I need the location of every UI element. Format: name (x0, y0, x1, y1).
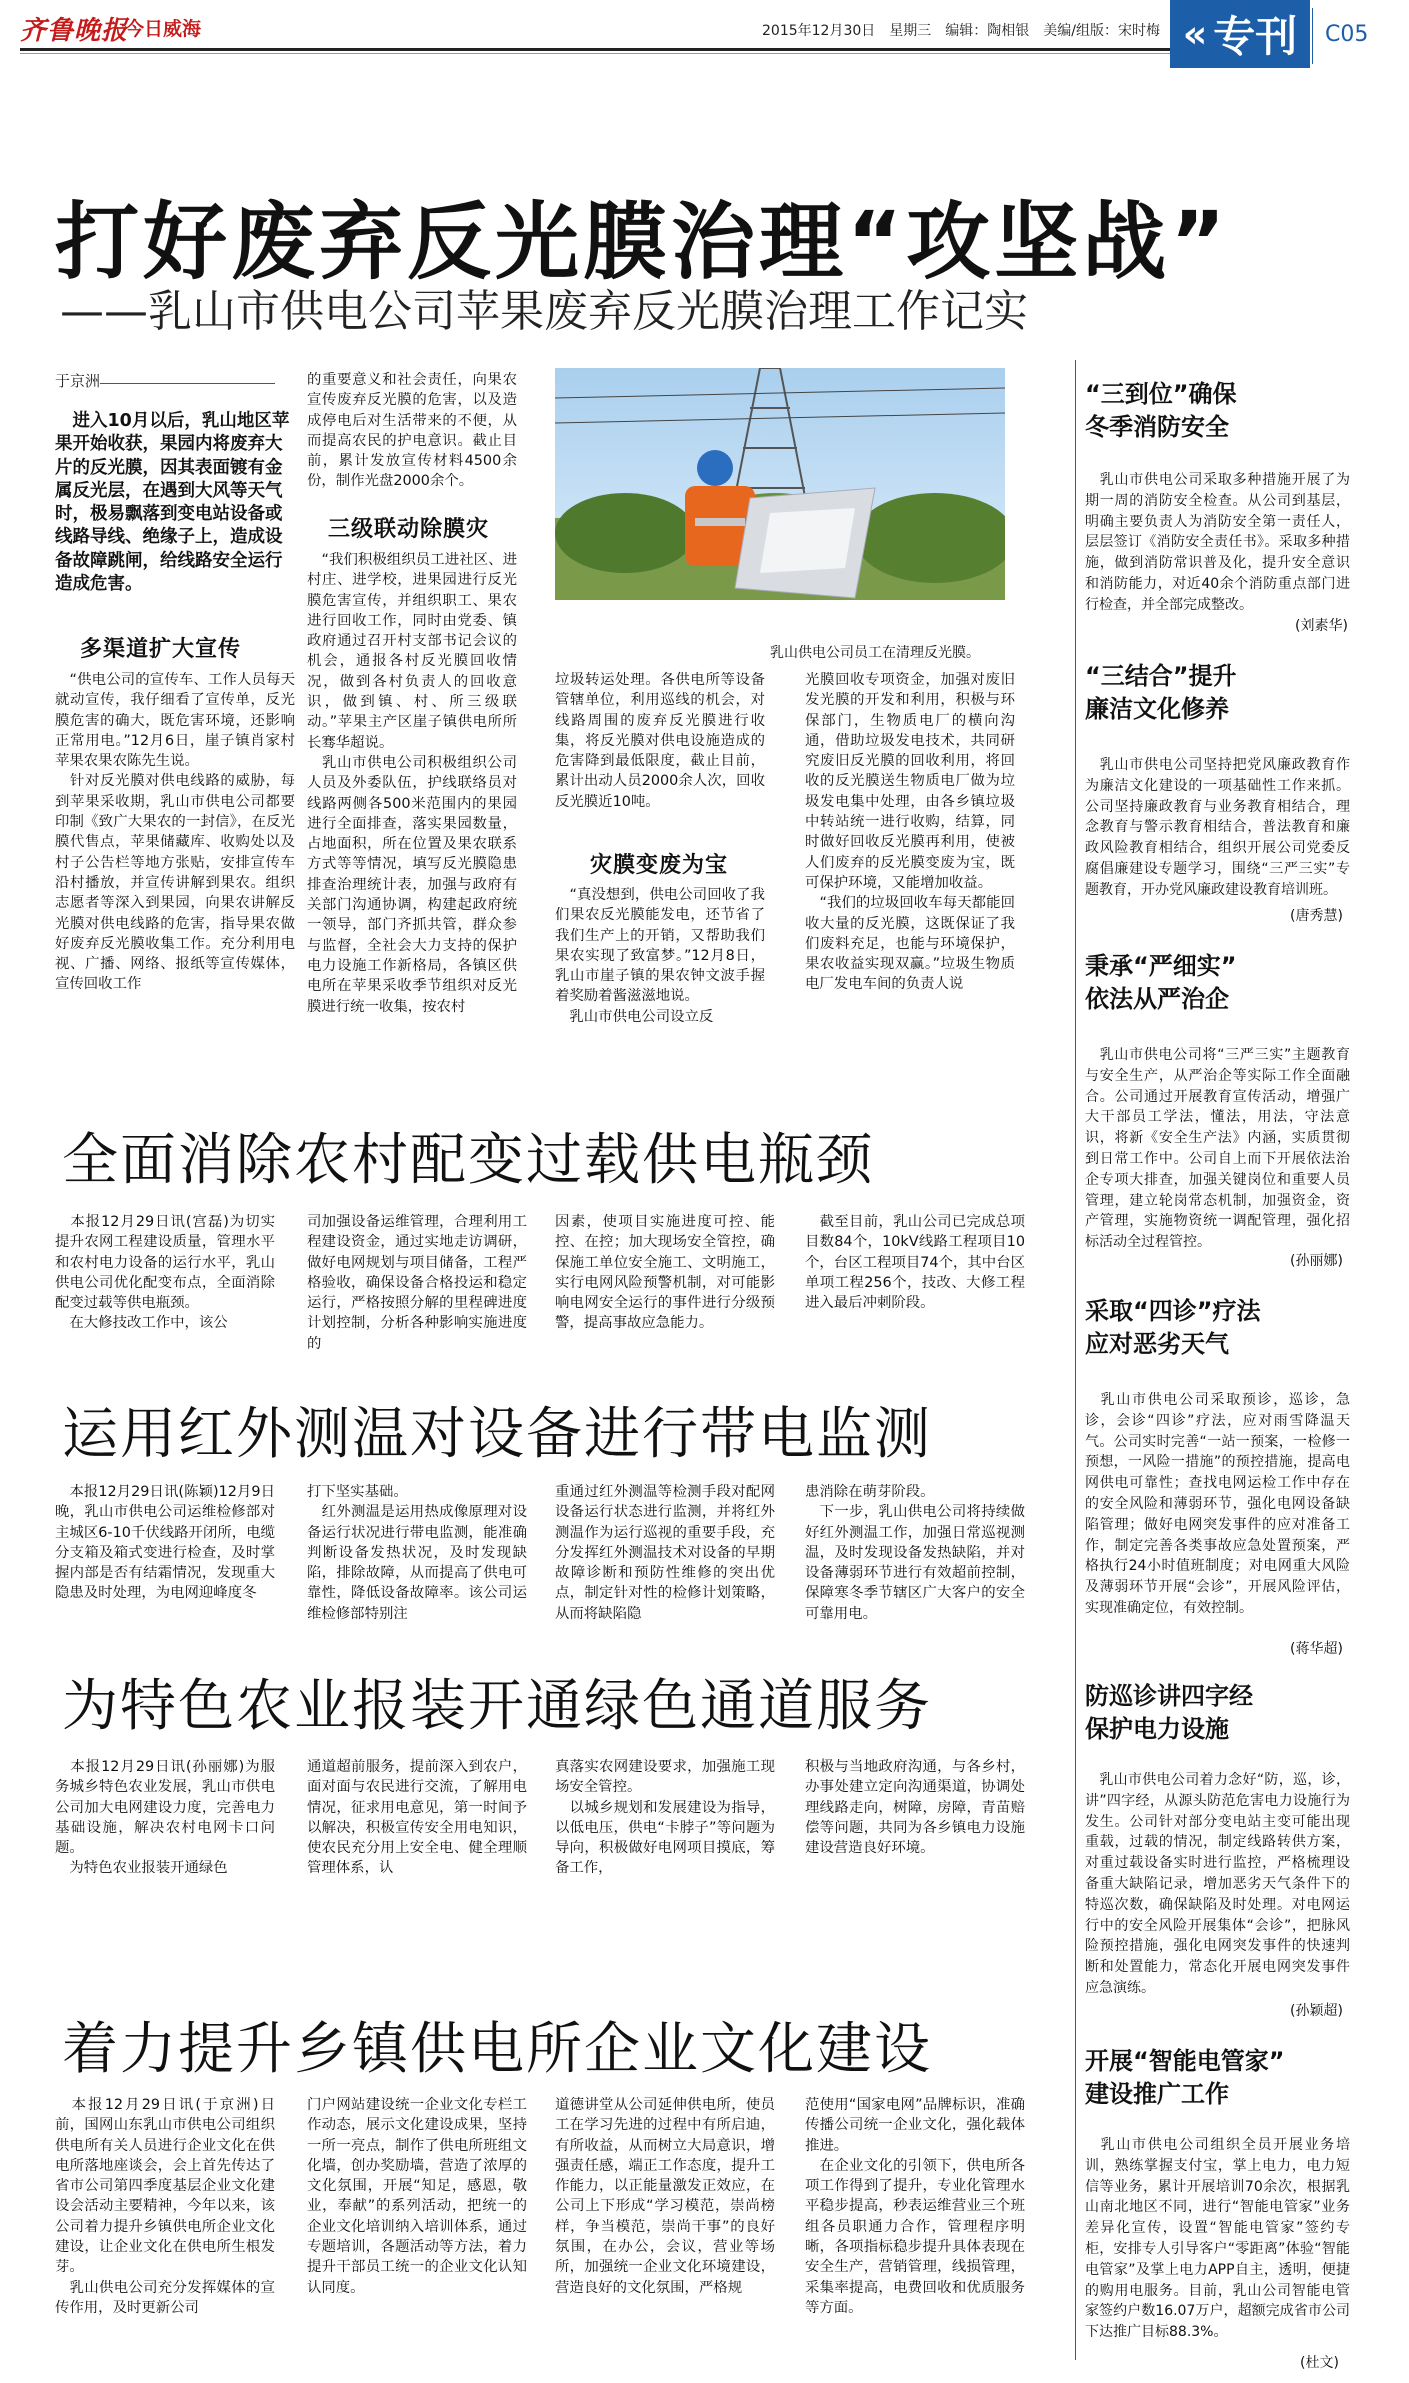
news-3-title: 为特色农业报装开通绿色通道服务 (62, 1674, 932, 1739)
sidebar-4-body: 乳山市供电公司采取预诊，巡诊，急诊，会诊“四诊”疗法，应对雨雪降温天气。公司实时完善“一站一预案，一检修一预想，一风险一措施”的预控措施，提高电网供电可靠性；查找电网运检工作中存在的安全风险和薄弱环节，强化电网设备缺陷管理；做好电网突发事件的应对准备工作，制定完善各类事故应急处置预案，严格执行24小时值班制度；对电网重大风险及薄弱环节开展“会诊”，开展风险评估，实现准确定位，有效控制。 (1085, 1392, 1350, 1616)
sidebar-6-body: 乳山市供电公司组织全员开展业务培训，熟练掌握支付宝，掌上电力，电力短信等业务，累计开展培训70余次，根据乳山南北地区不同，进行“智能电管家”业务差异化宣传，设置“智能电管家”签约专柜，安排专人引导客户“零距离”体验“智能电管家”及掌上电力APP自主，透明，便捷的购用电服务。目前，乳山公司智能电管家签约户数16.07万户，超额完成省市公司下达推广目标88.3%。 (1085, 2137, 1350, 2341)
sidebar-6-title: 开展“智能电管家” 建设推广工作 (1085, 2047, 1285, 2108)
news-3-col-3: 真落实农网建设要求，加强施工现场安全管控。 以城乡规划和发展建设为指导，以低电压，供电“卡脖子”等问题为导向，积极做好电网项目摸底，筹备工作， (555, 1759, 775, 1877)
feature-col-3a: 垃圾转运处理。各供电所等设备管辖单位，利用巡线的机会，对线路周围的废弃反光膜进行收集，将反光膜对供电设施造成的危害降到最低限度，截止目前，累计出动人员2000余人次，回收反光膜近10吨。 (555, 672, 765, 810)
sidebar-5-title: 防巡诊讲四字经 保护电力设施 (1085, 1682, 1253, 1743)
sidebar-1-author: (刘素华) (1295, 618, 1348, 634)
chevron-left-icon: « (1182, 12, 1208, 56)
feature-col-1: “供电公司的宣传车、工作人员每天就动宣传，我仔细看了宣传单，反光膜危害的确大，既危害环境，还影响正常用电。”12月6日，崖子镇肖家村苹果农果农陈先生说。 针对反光膜对供电线路的威胁，每到苹果采收期，乳山市供电公司都要印制《致广大果农的一封信》，在反光膜代售点，苹果储藏库、收购处以及村子公告栏等地方张贴，安排宣传车沿村播放，并宣传讲解到果农。组织志愿者等深入到果园，向果农讲解反光膜对供电线路的危害，指导果农做好废弃反光膜收集工作。充分利用电视、广播、网络、报纸等宣传媒体，宣传回收工作 (55, 672, 295, 993)
news-3-col-1: 本报12月29日讯(孙丽娜)为服务城乡特色农业发展，乳山市供电公司加大电网建设力度，完善电力基础设施，解决农村电网卡口问题。 为特色农业报装开通绿色 (55, 1759, 275, 1877)
sidebar-6-author: (杜文) (1300, 2355, 1339, 2371)
news-1-title: 全面消除农村配变过载供电瓶颈 (62, 1128, 874, 1193)
news-1-col-4: 截至目前，乳山公司已完成总项目数84个，10kV线路工程项目10个，台区工程项目74个，其中台区单项工程256个，技改、大修工程进入最后冲刺阶段。 (805, 1214, 1025, 1312)
sidebar-5-body: 乳山市供电公司着力念好“防，巡，诊，讲”四字经，从源头防范危害电力设施行为发生。公司针对部分变电站主变可能出现重载，过载的情况，制定线路转供方案，对重过载设备实时进行监控，严格梳理设备重大缺陷记录，增加恶劣天气条件下的特巡次数，确保缺陷及时处理。对电网运行中的安全风险开展集体“会诊”，把脉风险预控措施，强化电网突发事件的快速判断和处置能力，常态化开展电网突发事件应急演练。 (1085, 1772, 1350, 1996)
news-4-col-4: 范使用“国家电网”品牌标识，准确传播公司统一企业文化，强化载体推进。 在企业文化的引领下，供电所各项工作得到了提升，专业化管理水平稳步提高，秒表运维营业三个班组各员职通力合作，管理程序明晰，各项指标稳步提升具体表现在安全生产，营销管理，线损管理，采集率提高，电费回收和优质服务等方面。 (805, 2097, 1025, 2316)
feature-col-2b: “我们积极组织员工进社区、进村庄、进学校，进果园进行反光膜危害宣传，并组织职工、果农进行回收工作，同时由党委、镇政府通过召开村支部书记会议的机会，通报各村反光膜回收情况，做到各村负责人的回收意识，做到镇、村、所三级联动。”苹果主产区崖子镇供电所所长骞华超说。 乳山市供电公司积极组织公司人员及外委队伍，护线联络员对线路两侧各500米范围内的果园进行全面排查，落实果园数量，占地面积，所在位置及果农联系方式等等情况，填写反光膜隐患排查治理统计表，加强与政府有关部门沟通协调，构建起政府统一领导，部门齐抓共管，群众参与监督，全社会大力支持的保护电力设施工作新格局，各镇区供电所在苹果采收季节组织对反光膜进行统一收集，按农村 (307, 552, 517, 1015)
feature-col-4: 光膜回收专项资金，加强对废旧发光膜的开发和利用，积极与环保部门，生物质电厂的横向沟通，借助垃圾发电技术，共同研究废旧反光膜的回收利用，将回收的反光膜送生物质电厂做为垃圾发电集中处理，由各乡镇垃圾中转站统一进行收购，结算，同时做好回收反光膜再利用，使被人们废弃的反光膜变废为宝，既可保护环境，又能增加收益。 “我们的垃圾回收车每天都能回收大量的反光膜，这既保证了我们废料充足，也能与环境保护，果农收益实现双赢。”垃圾生物质电厂发电车间的负责人说 (805, 672, 1015, 993)
sidebar-2-title: “三结合”提升 廉洁文化修养 (1085, 662, 1237, 723)
sidebar-3-title: 秉承“严细实” 依法从严治企 (1085, 952, 1237, 1013)
subhead-3: 灾膜变废为宝 (590, 853, 729, 878)
news-2-col-2: 打下坚实基础。 红外测温是运用热成像原理对设备运行状况进行带电监测，能准确判断设备发热状况，及时发现缺陷，排除故障，从而提高了供电可靠性，降低设备故障率。该公司运维检修部特别注 (307, 1484, 527, 1622)
sidebar-4-title: 采取“四诊”疗法 应对恶劣天气 (1085, 1297, 1261, 1358)
feature-subtitle: ——乳山市供电公司苹果废弃反光膜治理工作记实 (60, 286, 1028, 337)
subhead-1: 多渠道扩大宣传 (80, 637, 242, 662)
sidebar-divider (1075, 360, 1076, 2360)
sidebar-2-author: (唐秀慧) (1290, 908, 1343, 924)
masthead-rule-thin (20, 53, 1170, 54)
section-name: 今日威海 (125, 18, 202, 40)
feature-photo (555, 368, 1005, 628)
sidebar-4-author: (蒋华超) (1290, 1641, 1343, 1657)
news-1-col-1: 本报12月29日讯(宫磊)为切实提升农网工程建设质量，管理水平和农村电力设备的运行水平，乳山供电公司优化配变布点，全面消除配变过载等供电瓶颈。 在大修技改工作中，该公 (55, 1214, 275, 1332)
news-2-col-3: 重通过红外测温等检测手段对配网设备运行状态进行监测，并将红外测温作为运行巡视的重要手段，充分发挥红外测温技术对设备的早期故障诊断和预防性维修的突出优点，制定针对性的检修计划策略，从而将缺陷隐 (555, 1484, 775, 1622)
feature-col-2a: 的重要意义和社会责任，向果农宣传废弃反光膜的危害，以及造成停电后对生活带来的不便，从而提高农民的护电意识。截止目前，累计发放宣传材料4500余份，制作光盘2000余个。 (307, 372, 517, 490)
page-number: C05 (1325, 22, 1369, 47)
news-1-col-3: 因素，使项目实施进度可控、能控、在控；加大现场安全管控，确保施工单位安全施工、文明施工，实行电网风险预警机制，对可能影响电网安全运行的事件进行分级预警，提高事故应急能力。 (555, 1214, 775, 1332)
news-4-col-1: 本报12月29日讯(于京洲)日前，国网山东乳山市供电公司组织供电所有关人员进行企业文化在供电所落地座谈会，会上首先传达了省市公司第四季度基层企业文化建设会活动主要精神，今年以来，该公司着力提升乡镇供电所企业文化建设，让企业文化在供电所生根发芽。 乳山供电公司充分发挥媒体的宣传作用，及时更新公司 (55, 2097, 275, 2316)
sidebar-5-author: (孙颖超) (1290, 2003, 1343, 2019)
news-4-col-2: 门户网站建设统一企业文化专栏工作动态，展示文化建设成果，坚持一所一亮点，制作了供电所班组文化墙，创办奖励墙，营造了浓厚的文化氛围，开展“知足，感恩，敬业，奉献”的系列活动，把统一的企业文化培训纳入培训体系，通过专题培训，各题活动等方法，着力提升干部员工统一的企业文化认知认同度。 (307, 2097, 527, 2296)
feature-title: 打好废弃反光膜治理“攻坚战” (55, 193, 1230, 291)
feature-byline: 于京洲 (55, 372, 101, 390)
news-4-col-3: 道德讲堂从公司延伸供电所，使员工在学习先进的过程中有所启迪，有所收益，从而树立大局意识，增强责任感，端正工作态度，提升工作能力，以正能量激发正效应，在公司上下形成“学习模范，崇尚榜样，争当模范，崇尚干事”的良好氛围，在办公，会议，营业等场所，加强统一企业文化环境建设，营造良好的文化氛围，严格规 (555, 2097, 775, 2296)
masthead-rule (20, 48, 1170, 51)
news-2-col-1: 本报12月29日讯(陈颖)12月9日晚，乳山市供电公司运维检修部对主城区6-10千伏线路开闭所，电缆分支箱及箱式变进行检查，及时掌握内部是否有结霜情况，发现重大隐患及时处理，为电网迎峰度冬 (55, 1484, 275, 1602)
news-3-col-4: 积极与当地政府沟通，与各乡村，办事处建立定向沟通渠道，协调处理线路走向，树障，房障，青苗赔偿等问题，共同为各乡镇电力设施建设营造良好环境。 (805, 1759, 1025, 1857)
feature-lede: 进入10月以后，乳山地区苹果开始收获，果园内将废弃大片的反光膜，因其表面镀有金属反光层，在遇到大风等天气时，极易飘落到变电站设备或线路导线、绝缘子上，造成设备故障跳闸，给线路安全运行造成危害。 (55, 411, 290, 595)
sidebar-1-title: “三到位”确保 冬季消防安全 (1085, 380, 1237, 441)
news-2-title: 运用红外测温对设备进行带电监测 (62, 1402, 932, 1467)
news-1-col-2: 司加强设备运维管理，合理利用工程建设资金，通过实地走访调研，做好电网规划与项目储备，工程严格验收，确保设备合格投运和稳定运行，严格按照分解的里程碑进度计划控制，分析各种影响实施进度的 (307, 1214, 527, 1352)
badge-divider (1312, 8, 1313, 64)
special-label: 专刊 (1213, 12, 1298, 61)
news-2-col-4: 患消除在萌芽阶段。 下一步，乳山供电公司将持续做好红外测温工作，加强日常巡视测温，及时发现设备发热缺陷，并对设备薄弱环节进行有效超前控制，保障寒冬季节辖区广大客户的安全可靠用电。 (805, 1484, 1025, 1622)
special-section-badge (1170, 0, 1310, 68)
worker-photo-illustration (555, 368, 1005, 628)
issue-info: 2015年12月30日 星期三 编辑：陶相银 美编/组版：宋时梅 (762, 23, 1160, 39)
sidebar-3-author: (孙丽娜) (1290, 1253, 1343, 1269)
sidebar-2-body: 乳山市供电公司坚持把党风廉政教育作为廉洁文化建设的一项基础性工作来抓。公司坚持廉政教育与业务教育相结合，理念教育与警示教育相结合，普法教育和廉政风险教育相结合，组织开展公司党委反腐倡廉建设专题学习，围绕“三严三实”专题教育，开办党风廉政建设教育培训班。 (1085, 757, 1350, 898)
feature-col-3b: “真没想到，供电公司回收了我们果农反光膜能发电，还节省了我们生产上的开销，又帮助我们果农实现了致富梦。”12月8日，乳山市崖子镇的果农钟文波手握着奖励着酱滋滋地说。 乳山市供电公司设立反 (555, 887, 765, 1025)
news-3-col-2: 通道超前服务，提前深入到农户，面对面与农民进行交流，了解用电情况，征求用电意见，第一时间予以解决，积极宣传安全用电知识，使农民充分用上安全电、健全理顺管理体系，认 (307, 1759, 527, 1877)
news-4-title: 着力提升乡镇供电所企业文化建设 (62, 2017, 932, 2082)
subhead-2: 三级联动除膜灾 (328, 517, 490, 542)
byline-rule (100, 383, 275, 384)
photo-caption: 乳山供电公司员工在清理反光膜。 (770, 645, 980, 661)
newspaper-logo: 齐鲁晚报 (20, 16, 129, 46)
sidebar-1-body: 乳山市供电公司采取多种措施开展了为期一周的消防安全检查。从公司到基层，明确主要负责人为消防安全第一责任人，层层签订《消防安全责任书》。采取多种措施，做到消防常识普及化，提升安全意识和消防能力，对近40余个消防重点部门进行检查，并全部完成整改。 (1085, 472, 1350, 613)
sidebar-3-body: 乳山市供电公司将“三严三实”主题教育与安全生产，从严治企等实际工作全面融合。公司通过开展教育宣传活动，增强广大干部员工学法，懂法，用法，守法意识，将新《安全生产法》内涵，实质贯彻到日常工作中。公司自上而下开展依法治企专项大排查，加强关键岗位和重要人员管理，建立轮岗常态机制，加强资金，资产管理，实施物资统一调配管理，强化招标活动全过程管控。 (1085, 1047, 1350, 1251)
